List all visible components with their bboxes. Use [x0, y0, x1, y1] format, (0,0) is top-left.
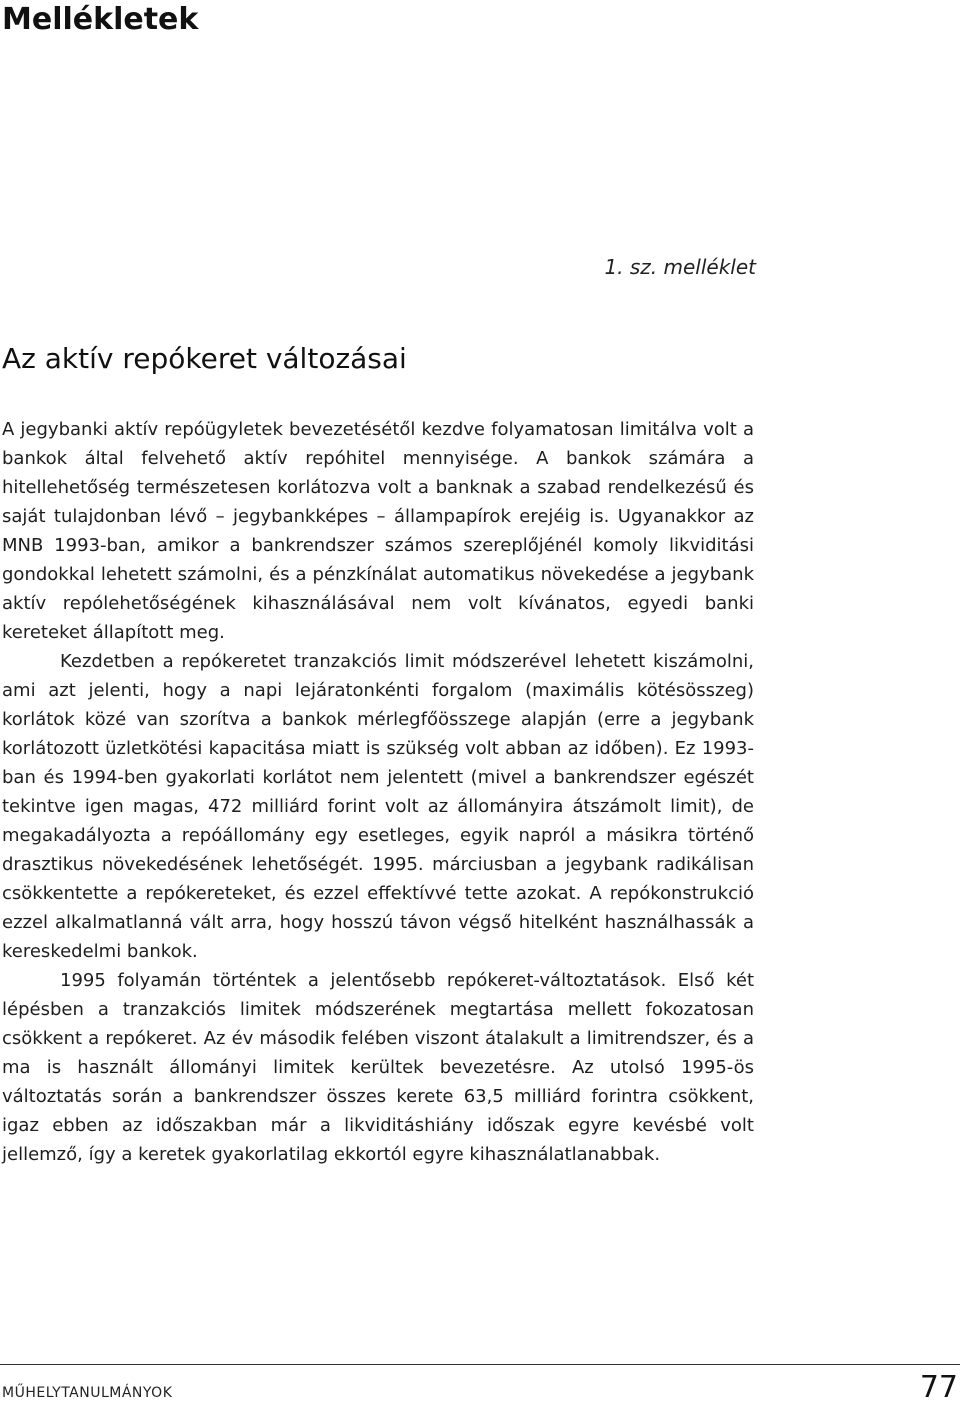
- section-header: Mellékletek: [2, 2, 199, 37]
- article-title: Az aktív repókeret változásai: [2, 342, 407, 375]
- paragraph-3: 1995 folyamán történtek a jelentősebb repókeret-változtatások. Első két lépésben a tranzakciós limitek módszerének megtartása mellett fokozatosan csökkent a repókeret. Az év második felében viszont átalakult a limitrendszer, és a ma is használt állományi limitek kerültek bevezetésre. Az utolsó 1995-ös változtatás során a bankrendszer összes kerete 63,5 milliárd forintra csökkent, igaz ebben az időszakban már a likviditáshiány időszak egyre kevésbé volt jellemző, így a keretek gyakorlatilag ekkortól egyre kihasználatlanabbak.: [2, 970, 754, 1165]
- annex-label: 1. sz. melléklet: [604, 255, 756, 279]
- paragraph-2: Kezdetben a repókeretet tranzakciós limit módszerével lehetett kiszámolni, ami azt jelenti, hogy a napi lejáratonkénti forgalom (maximális kötésösszeg) korlátok közé van szorítva a bankok mérlegfőösszege alapján (erre a jegybank korlátozott üzletkötési kapacitása miatt is szükség volt abban az időben). Ez 1993-ban és 1994-ben gyakorlati korlátot nem jelentett (mivel a bankrendszer egészét tekintve igen magas, 472 milliárd forint volt az állományira átszámolt limit), de megakadályozta a repóállomány egy esetleges, egyik napról a másikra történő drasztikus növekedésének lehetőségét. 1995. márciusban a jegybank radikálisan csökkentette a repókereteket, és ezzel effektívvé tette azokat. A repókonstrukció ezzel alkalmatlanná vált arra, hogy hosszú távon végső hitelként használhassák a kereskedelmi bankok.: [2, 651, 754, 962]
- paragraph-1: A jegybanki aktív repóügyletek bevezetésétől kezdve folyamatosan limitálva volt a bankok által felvehető aktív repóhitel mennyisége. A bankok számára a hitellehetőség természetesen korlátozva volt a banknak a szabad rendelkezésű és saját tulajdonban lévő – jegybankképes – állampapírok erejéig is. Ugyanakkor az MNB 1993-ban, amikor a bankrendszer számos szereplőjénél komoly likviditási gondokkal lehetett számolni, és a pénzkínálat automatikus növekedése a jegybank aktív repólehetőségének kihasználásával nem volt kívánatos, egyedi banki kereteket állapított meg.: [2, 419, 754, 643]
- article-body: [2, 415, 754, 1169]
- page-number: 77: [919, 1370, 958, 1405]
- footer-journal-name: MŰHELYTANULMÁNYOK: [2, 1385, 173, 1401]
- footer-divider: [0, 1364, 960, 1365]
